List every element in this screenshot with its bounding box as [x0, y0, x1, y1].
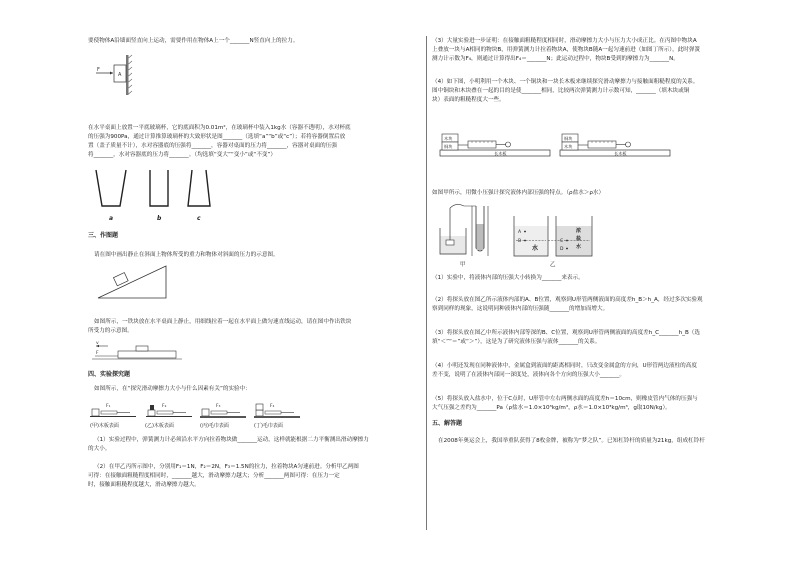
question-friction-1-line-1: （1）实验过程中，弹簧测力计必须沿水平方向拉着物块做_______运动，这样就能根据二力平衡测出滑动摩擦力: [94, 437, 369, 443]
fig5-brine-label-2: 盐: [576, 236, 582, 242]
exp-yi-force: F₂: [162, 404, 167, 409]
question-iron-line-1: 如图所示，一铁块放在水平桌面上静止，用细线拉着一起在水平面上做匀速直线运动，请在图中作出铁块: [94, 319, 352, 325]
exp-jia-caption: (甲)木板表面: [90, 423, 119, 429]
question-pressure-1: （1）实验中，将液体内部的压强大小转换为_______来表示。: [432, 275, 584, 281]
cup-c-label: c: [197, 215, 201, 222]
exp-bing-caption: (丙)毛巾表面: [200, 423, 229, 429]
exp-jia-force: F₁: [106, 404, 111, 409]
pull-force-label: F: [96, 351, 99, 356]
incline-figure: [94, 262, 174, 302]
fig5-jia-label: 甲: [460, 262, 466, 268]
force-label: F: [97, 67, 100, 73]
question-weightlifting: 在2008年奥运会上，我国举重队获得了8枚金牌，被称为“梦之队”。已知杠铃杆的质量为21kg，组成杠铃杆: [438, 438, 705, 444]
question-pressure-4-line-2: 差不变，说明了在液体内部同一深度处，液体向各个方向的压强大小_______。: [432, 372, 625, 378]
section-5-heading: 五、解答题: [432, 420, 463, 427]
exp-ding-caption: (丁)毛巾表面: [254, 423, 283, 429]
question-wall-text: 要使物体A沿墙面竖直向上运动，需要作用在物体A上一个_______N竖直向上的拉力。: [88, 38, 299, 44]
question-friction-4-line-2: 图中铜块和木块叠在一起的目的是使_______相同，比较两次弹簧测力计示数可知，_______（填木块或铜: [432, 88, 690, 94]
question-pressure-2-line-1: （2）将探头放在图乙所示液体内部的A、B位置，观察到U形管两侧液面的高度差h_B＞h_A，经过多次实验观: [432, 297, 703, 303]
iron-block-figure: [92, 338, 182, 364]
question-friction-3-line-3: 测力计示数为F₄，则通过计算得出F₄＝_______N；此运动过程中，物块B受到的摩擦力为_______N。: [432, 56, 679, 62]
column-divider: [426, 36, 427, 530]
wall-block-figure: [94, 52, 144, 98]
exp-bing-force: F₃: [216, 404, 221, 409]
exp-ding-force: F₄: [270, 404, 275, 409]
question-friction-intro: 如图所示，在“探究滑动摩擦力大小与什么因素有关”的实验中：: [94, 386, 251, 392]
fig5-water-label: 水: [532, 245, 539, 252]
question-pressure-5-line-2: 大气压强之差约为_______Pa（ρ盐水＝1.0×10³kg/m³，ρ水＝1.0×10³kg/m³，g取10N/kg）。: [432, 405, 671, 411]
question-friction-2-line-2: 可得：在接触面粗糙程度相同时，_______越大，滑动摩擦力越大；分析_______两图可得：在压力一定: [88, 473, 340, 479]
block-label: A: [118, 72, 122, 78]
question-friction-2-line-1: （2）在甲乙丙所示图中，分别用F₁＝1N，F₂＝2N，F₃＝1.5N的拉力，拉着物块A匀速前进。分析甲乙两图: [94, 464, 359, 470]
friction-experiments-figure: [90, 395, 310, 431]
fig5-brine-label-1: 浓: [576, 228, 582, 234]
question-iron-line-2: 所受力的示意图。: [88, 328, 133, 334]
question-friction-2-line-3: 时，接触面粗糙程度越大，滑动摩擦力越大。: [88, 482, 200, 488]
question-pressure-5-line-1: （5）将探头放入盐水中，位于C点时，U形管中左右两侧水面的高度差h＝10cm，则橡皮管内气体的压强与: [432, 396, 698, 402]
question-friction-3-line-1: （3）大量实验进一步证明：在接触面粗糙程度相同时，滑动摩擦力大小与压力大小成正比。在丙图中物块A: [432, 38, 697, 44]
question-friction-3-line-2: 上叠放一块与A相同的物块B，用弹簧测力计拉着物块A，使物块B随A一起匀速前进（如图丁所示），此时弹簧: [432, 47, 701, 53]
question-cup-line-3: 置（盖子质量不计），水对容器底的压强将_______，容器对桌面的压力将_______，容器对桌面的压强: [88, 143, 337, 149]
fig5-point-b: B: [518, 239, 522, 244]
cups-figure: [92, 168, 222, 226]
question-friction-1-line-2: 的大小。: [88, 446, 111, 452]
question-pressure-3-line-2: 填“＜”“＝”或“＞”），这是为了研究液体压强与液体_______的关系。: [432, 339, 601, 345]
board-label-left: 长木板: [494, 151, 507, 156]
question-pressure-4-line-1: （4）小明还发现在同种液体中，金属盒到液面的距离相同时，只改变金属盒的方向，U形管两边液柱的高度: [432, 363, 697, 369]
board-label-right: 长木板: [614, 151, 627, 156]
cup-a-label: a: [109, 215, 114, 222]
section-4-heading: 四、实验探究题: [88, 371, 131, 378]
fig5-point-a: A: [518, 230, 522, 235]
fig5-brine-label-3: 水: [576, 244, 582, 250]
question-cup-line-4: 将_______，水对容器底的压力将_______。（均选填“变大”“变小”或“不变”）: [88, 152, 276, 158]
question-pressure-2-line-2: 察到同样的现象，这说明同种液体内部的压强随_______的增加而增大。: [432, 306, 609, 312]
fig5-yi-label: 乙: [550, 262, 556, 268]
velocity-label: v: [96, 341, 99, 346]
question-incline: 请在图中画出静止在斜面上物体所受的重力和物体对斜面的压力的示意图。: [94, 252, 279, 258]
pressure-gauge-figure: [436, 202, 616, 268]
question-cup-line-1: 在水平桌面上放置一平底玻璃杯，它的底面积为0.01m²，在玻璃杯中装入1kg水（容器不透明），水对杯底: [88, 125, 351, 131]
copper-wood-figure: [438, 126, 688, 166]
fig4-bottom-right: 木块: [564, 144, 573, 149]
question-pressure-3-line-1: （3）将探头放在图乙中所示液体内部等深的B、C位置，观察到U形管两侧液面的高度差h_C_______h_B（选: [432, 330, 700, 336]
fig5-point-d: D: [560, 247, 564, 252]
question-cup-line-2: 的压强为900Pa，通过计算推算玻璃杯的大致形状是图_______（选填“a”“b”或“c”）；若将容器倒置后放: [88, 134, 346, 140]
question-pressure-intro: 如图甲所示，用微小压强计探究液体内部压强的特点。（ρ盐水＞ρ水）: [432, 190, 605, 196]
question-friction-4-line-1: （4）如下图，小明利用一个木块、一个铜块和一块长木板来继续探究滑动摩擦力与接触面粗糙程度的关系。: [432, 79, 699, 85]
fig5-point-c: C: [560, 239, 564, 244]
fig4-top-left: 木块: [444, 136, 453, 141]
section-3-heading: 三、作图题: [88, 232, 119, 239]
fig4-bottom-left: 铜块: [444, 144, 453, 149]
fig4-top-right: 铜块: [564, 136, 573, 141]
exp-yi-caption: (乙)木板表面: [145, 423, 174, 429]
cup-b-label: b: [157, 215, 162, 222]
question-friction-4-line-3: 块）表面的粗糙程度大一些。: [432, 97, 505, 103]
